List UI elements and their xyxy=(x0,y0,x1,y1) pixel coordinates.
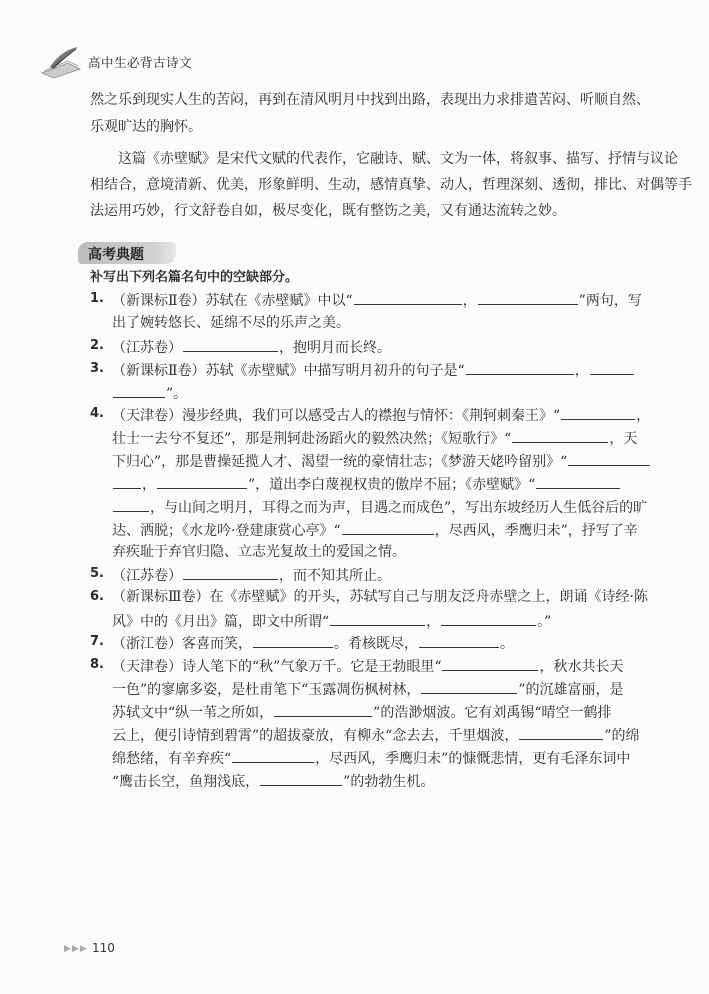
paragraph-line: 法运用巧妙，行文舒卷自如，极尽变化，既有整饬之美，又有通达流转之妙。 xyxy=(90,203,566,219)
answer-blank[interactable] xyxy=(561,405,635,420)
question-number: 1. xyxy=(90,291,104,306)
answer-blank[interactable] xyxy=(466,360,574,375)
text: （新课标Ⅱ卷）苏轼《赤壁赋》中描写明月初升的句子是“ xyxy=(112,363,465,379)
question-2-line xyxy=(112,337,391,357)
page-number: 110 xyxy=(92,941,115,955)
text: 。肴核既尽， xyxy=(334,636,418,652)
question-4-line xyxy=(112,428,637,448)
question-8-line xyxy=(112,679,624,699)
question-text: 弃疾耻于弃官归隐、立志光复故土的爱国之情。 xyxy=(112,544,406,560)
answer-blank[interactable] xyxy=(590,360,634,375)
text: （新课标Ⅱ卷）苏轼在《赤壁赋》中以“ xyxy=(112,293,353,309)
paragraph-line: 然之乐到现实人生的苦闷，再到在清风明月中找到出路，表现出力求排遣苦闷、听顺自然、 xyxy=(90,92,650,108)
question-7-line xyxy=(112,633,514,653)
question-number: 3. xyxy=(90,361,104,376)
quill-book-icon xyxy=(38,45,84,79)
text: ， xyxy=(426,614,441,630)
question-4-line xyxy=(112,474,621,494)
answer-blank[interactable] xyxy=(274,702,372,717)
text: ， xyxy=(462,293,477,309)
text: ， xyxy=(636,408,651,424)
text: ，尽西风，季鹰归未”的慷慨悲情，更有毛泽东词中 xyxy=(315,751,631,767)
text: 绵愁绪，有辛弃疾“ xyxy=(112,751,232,767)
text: ”的浩渺烟波。它有刘禹锡“晴空一鹤排 xyxy=(373,705,612,721)
paragraph-line: 这篇《赤壁赋》是宋代文赋的代表作，它融诗、赋、文为一体，将叙事、描写、抒情与议论 xyxy=(118,151,678,167)
answer-blank[interactable] xyxy=(253,633,333,648)
text: ，秋水共长天 xyxy=(539,659,624,675)
answer-blank[interactable] xyxy=(183,565,278,580)
text: （浙江卷）客喜而笑， xyxy=(112,636,252,652)
text: ”两句，写 xyxy=(578,293,642,309)
text: ，尽西风，季鹰归未”，抒写了辛 xyxy=(434,523,638,539)
text: 苏轼文中“纵一苇之所如， xyxy=(112,705,274,721)
answer-blank[interactable] xyxy=(113,497,149,512)
question-8-line xyxy=(112,656,623,676)
answer-blank[interactable] xyxy=(157,474,247,489)
question-8-line xyxy=(112,748,630,768)
answer-blank[interactable] xyxy=(183,337,278,352)
question-6-line xyxy=(112,611,551,631)
text: ”，道出李白蔑视权贵的傲岸不屈；《赤壁赋》“ xyxy=(248,477,536,493)
section-badge xyxy=(78,242,176,264)
question-1-line xyxy=(112,290,642,310)
text: 云上，便引诗情到碧霄”的超拔豪放，有柳永“念去去，千里烟波， xyxy=(112,728,519,744)
text: ”的勃勃生机。 xyxy=(343,774,435,790)
text: （江苏卷） xyxy=(112,340,182,356)
question-5-line xyxy=(112,565,391,585)
answer-blank[interactable] xyxy=(478,290,578,305)
answer-blank[interactable] xyxy=(419,633,499,648)
question-number: 4. xyxy=(90,406,104,421)
question-text: （新课标Ⅲ卷）在《赤壁赋》的开头，苏轼写自己与朋友泛舟赤壁之上，朗诵《诗经·陈 xyxy=(112,589,648,605)
running-header-title: 高中生必背古诗文 xyxy=(88,55,193,70)
paragraph-line: 相结合，意境清新、优美，形象鲜明、生动，感情真挚、动人，哲理深刻、透彻，排比、对偶等手 xyxy=(90,177,692,193)
answer-blank[interactable] xyxy=(260,771,342,786)
question-text: 出了婉转悠长、延绵不尽的乐声之美。 xyxy=(112,315,350,331)
question-4-line xyxy=(112,405,650,425)
text: 达、洒脱；《水龙吟·登建康赏心亭》“ xyxy=(112,523,341,539)
instruction: 补写出下列名篇名句中的空缺部分。 xyxy=(90,270,299,285)
question-number: 6. xyxy=(90,589,104,604)
question-8-line xyxy=(112,702,612,722)
question-4-line xyxy=(112,497,647,517)
question-number: 8. xyxy=(90,657,104,672)
text: 壮士一去兮不复还”，那是荆轲赴汤蹈火的毅然决然；《短歌行》“ xyxy=(112,431,512,447)
answer-blank[interactable] xyxy=(232,748,314,763)
question-number: 5. xyxy=(90,566,104,581)
question-3-line-2 xyxy=(112,383,187,403)
question-4-line xyxy=(112,520,638,540)
answer-blank[interactable] xyxy=(421,679,517,694)
text: （天津卷）漫步经典，我们可以感受古人的襟抱与情怀：《荆轲刺秦王》“ xyxy=(112,408,561,424)
text: 下归心”，那是曹操延揽人才、渴望一统的豪情壮志；《梦游天姥吟留别》“ xyxy=(112,454,568,470)
question-8-line xyxy=(112,725,640,745)
text: ， xyxy=(142,477,156,493)
answer-blank[interactable] xyxy=(568,451,650,466)
answer-blank[interactable] xyxy=(442,656,538,671)
answer-blank[interactable] xyxy=(536,474,620,489)
question-8-line xyxy=(112,771,434,791)
text: ，而不知其所止。 xyxy=(279,568,391,584)
text: ，抱明月而长终。 xyxy=(279,340,391,356)
text: ， xyxy=(574,363,589,379)
text: 风》中的《月出》篇，即文中所谓“ xyxy=(112,614,330,630)
answer-blank[interactable] xyxy=(512,428,608,443)
paragraph-line: 乐观旷达的胸怀。 xyxy=(90,119,202,135)
question-number: 7. xyxy=(90,634,104,649)
answer-blank[interactable] xyxy=(441,611,536,626)
text: ”的沉雄富丽，是 xyxy=(518,682,624,698)
answer-blank[interactable] xyxy=(113,383,165,398)
page-arrows-icon: ▶▶▶ xyxy=(64,944,88,954)
question-3-line xyxy=(112,360,635,380)
answer-blank[interactable] xyxy=(113,474,141,489)
section-title: 高考典题 xyxy=(88,247,144,263)
text: （江苏卷） xyxy=(112,568,182,584)
text: ”的绵 xyxy=(604,728,640,744)
answer-blank[interactable] xyxy=(342,520,434,535)
text: （天津卷）诗人笔下的“秋”气象万千。它是王勃眼里“ xyxy=(112,659,442,675)
answer-blank[interactable] xyxy=(330,611,425,626)
text: 一色”的寥廓多姿，是杜甫笔下“玉露凋伤枫树林， xyxy=(112,682,421,698)
text: “鹰击长空，鱼翔浅底， xyxy=(112,774,260,790)
question-4-line xyxy=(112,451,651,471)
text: 。” xyxy=(537,614,552,630)
question-number: 2. xyxy=(90,338,104,353)
answer-blank[interactable] xyxy=(519,725,603,740)
text: ，与山间之明月，耳得之而为声，目遇之而成色”，写出东坡经历人生低谷后的旷 xyxy=(150,500,648,516)
text: ，天 xyxy=(609,431,638,447)
text: 。 xyxy=(500,636,514,652)
text: ”。 xyxy=(166,386,188,402)
answer-blank[interactable] xyxy=(354,290,462,305)
